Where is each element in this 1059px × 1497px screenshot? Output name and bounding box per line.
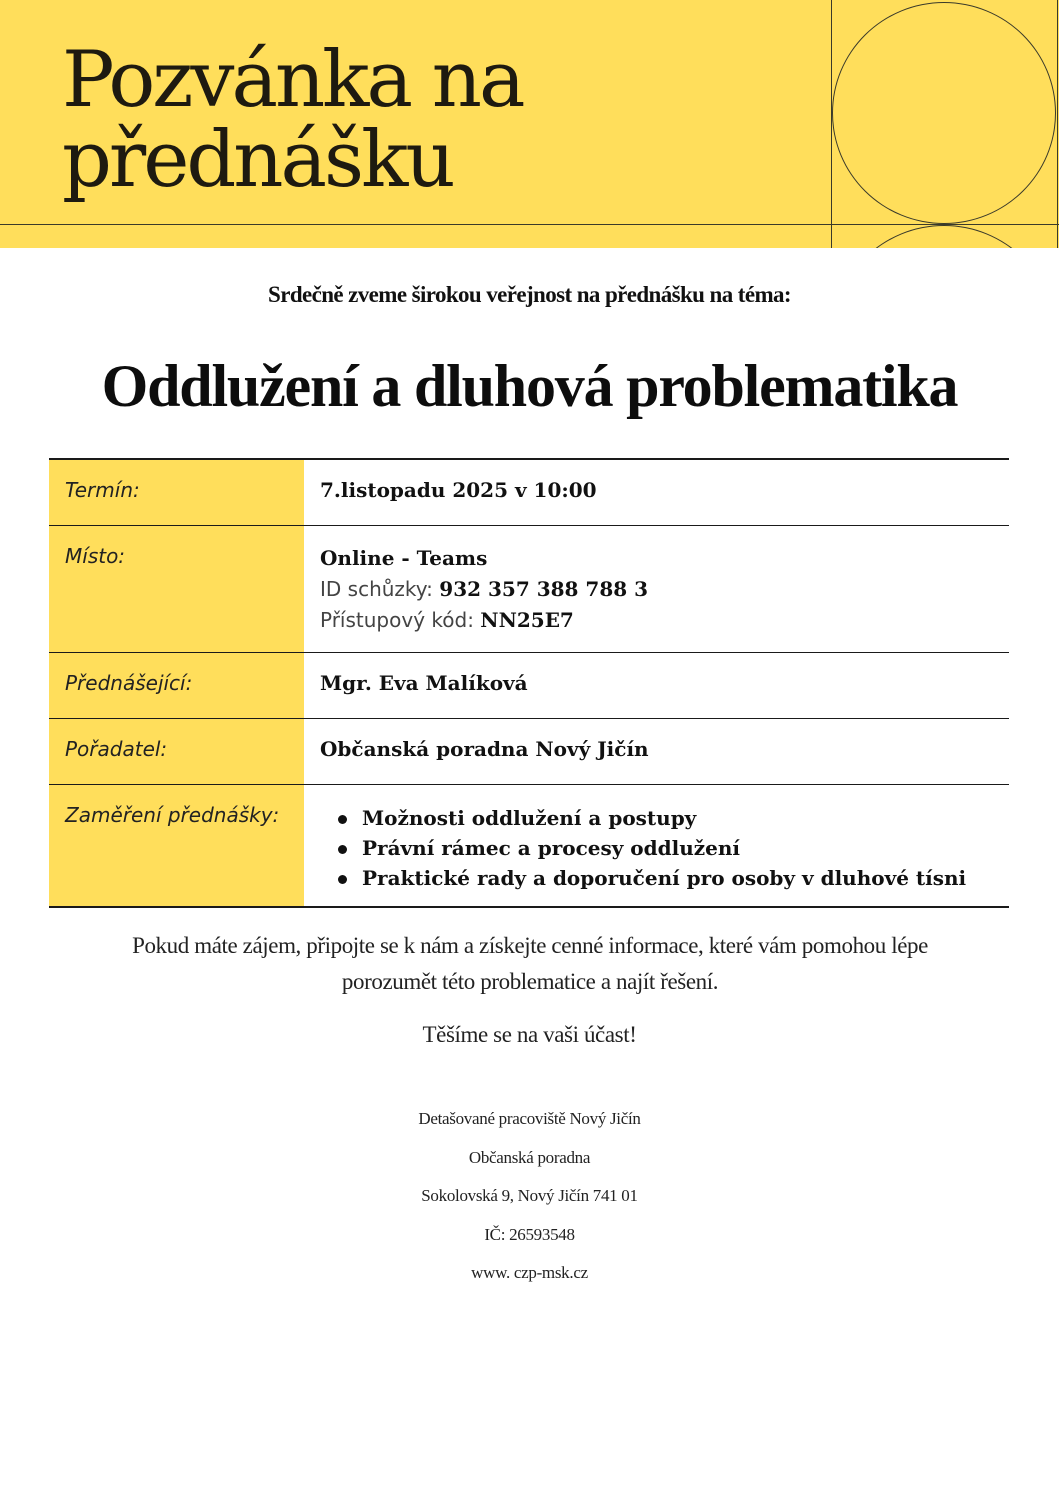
info-paragraph — [80, 928, 980, 1000]
row-organizer — [49, 718, 1009, 784]
meeting-id-label: ID schůzky: — [320, 576, 433, 601]
invite-text: Srdečně zveme širokou veřejnost na přednášku na téma: — [268, 282, 791, 307]
list-item: Právní rámec a procesy oddlužení — [346, 833, 993, 863]
decorative-circle-top — [832, 2, 1056, 224]
term-value: 7.listopadu 2025 v 10:00 — [304, 459, 1009, 525]
lecture-topic: Oddlužení a dluhová problematika — [101, 353, 958, 419]
place-label: Místo: — [49, 525, 304, 652]
banner-rule — [0, 224, 1059, 225]
banner-edge — [1057, 0, 1058, 248]
access-code-label: Přístupový kód: — [320, 607, 474, 632]
row-place — [49, 525, 1009, 652]
row-focus — [49, 784, 1009, 907]
organizer-label: Pořadatel: — [49, 718, 304, 784]
footer-organization: Občanská poradna — [468, 1147, 591, 1167]
page-title — [62, 35, 523, 205]
meeting-id — [320, 575, 993, 606]
list-item: Praktické rady a doporučení pro osoby v dluhové tísni — [346, 863, 993, 893]
access-code-value: NN25E7 — [480, 607, 574, 632]
header-banner — [0, 0, 1059, 248]
row-term — [49, 459, 1009, 525]
organizer-value: Občanská poradna Nový Jičín — [304, 718, 1009, 784]
closing-text: Těšíme se na vaši účast! — [422, 1022, 637, 1047]
footer-company-id: IČ: 26593548 — [484, 1224, 575, 1244]
focus-label: Zaměření přednášky: — [49, 784, 304, 907]
footer-website: www. czp-msk.cz — [471, 1263, 588, 1282]
row-lecturer — [49, 652, 1009, 718]
focus-value — [304, 784, 1009, 907]
info-paragraph-line1: Pokud máte zájem, připojte se k nám a získejte cenné informace, které vám pomohou lépe — [132, 933, 928, 958]
footer-address: Sokolovská 9, Nový Jičín 741 01 — [421, 1186, 638, 1205]
list-item: Možnosti oddlužení a postupy — [346, 803, 993, 833]
info-paragraph-line2: porozumět této problematice a najít řešení. — [341, 969, 719, 994]
page-title-line2: přednášku — [62, 115, 453, 205]
focus-list — [320, 803, 993, 893]
page-title-line1: Pozvánka na — [62, 35, 523, 125]
place-name: Online - Teams — [320, 545, 488, 570]
term-label: Termín: — [49, 459, 304, 525]
meeting-id-value: 932 357 388 788 3 — [439, 576, 649, 601]
lecturer-value: Mgr. Eva Malíková — [304, 652, 1009, 718]
footer-contact — [0, 1104, 1059, 1297]
place-value — [304, 525, 1009, 652]
access-code — [320, 606, 993, 637]
footer-office: Detašované pracoviště Nový Jičín — [418, 1109, 641, 1128]
details-table — [49, 458, 1009, 908]
lecturer-label: Přednášející: — [49, 652, 304, 718]
decorative-circle-bottom — [832, 225, 1056, 248]
